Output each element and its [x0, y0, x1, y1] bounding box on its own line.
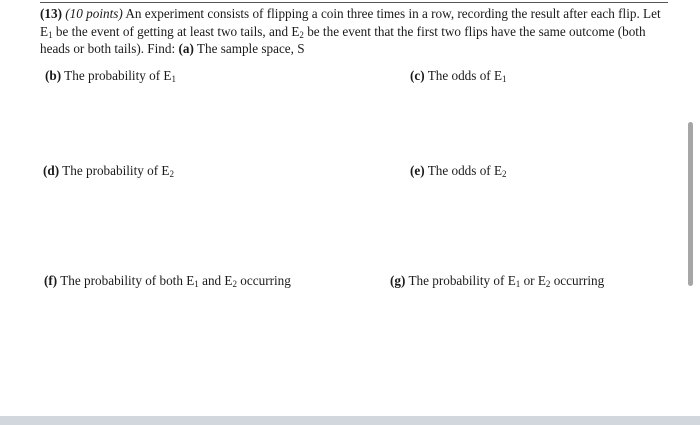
part-g-sub2: 2 [545, 279, 551, 289]
part-g-text: The probability of E [405, 273, 516, 288]
subscript-1: 1 [48, 29, 53, 40]
part-d-sub: 2 [169, 169, 174, 179]
problem-text-3: be the event that the first two flips have the same outcome (both heads or both tails). Find: [40, 23, 646, 56]
part-d-label: (d) [43, 163, 60, 178]
problem-text-1: An experiment consists of flipping a coin three times in a row, recording the result after each flip. Let E [40, 6, 661, 39]
part-a-text: The sample space, S [193, 41, 305, 56]
part-g-mid: or E [520, 273, 546, 288]
part-f [44, 273, 291, 289]
top-rule [40, 2, 668, 3]
part-f-sub: 1 [194, 279, 199, 289]
part-c-label: (c) [410, 68, 425, 83]
part-f-tail: occurring [237, 273, 291, 288]
part-g-tail: occurring [550, 273, 605, 288]
part-d [43, 163, 174, 179]
part-b-sub: 1 [171, 74, 176, 84]
problem-number: (13) [40, 6, 62, 21]
part-g-label: (g) [390, 273, 406, 288]
part-b [45, 68, 176, 84]
vertical-scrollbar[interactable] [688, 122, 693, 286]
part-e-label: (e) [410, 163, 425, 178]
part-g [390, 273, 604, 289]
part-e [410, 163, 507, 179]
part-c [410, 68, 507, 84]
problem-text-2: be the event of getting at least two tails, and E [52, 23, 300, 39]
subscript-2: 2 [299, 29, 304, 40]
part-c-sub: 1 [502, 74, 507, 84]
part-e-text: The odds of E [424, 163, 503, 178]
part-f-label: (f) [44, 273, 58, 288]
part-f-sub2: 2 [232, 279, 237, 289]
part-e-sub: 2 [502, 169, 507, 179]
part-a-label: (a) [178, 41, 194, 56]
part-b-label: (b) [45, 68, 62, 83]
part-c-text: The odds of E [424, 68, 503, 83]
part-g-sub: 1 [515, 279, 521, 289]
part-f-text: The probability of both E [57, 273, 195, 288]
part-f-mid: and E [198, 273, 233, 288]
problem-statement [40, 5, 670, 58]
problem-points: (10 points) [65, 6, 123, 21]
part-d-text: The probability of E [59, 163, 170, 178]
bottom-divider [0, 416, 700, 425]
part-b-text: The probability of E [61, 68, 172, 83]
